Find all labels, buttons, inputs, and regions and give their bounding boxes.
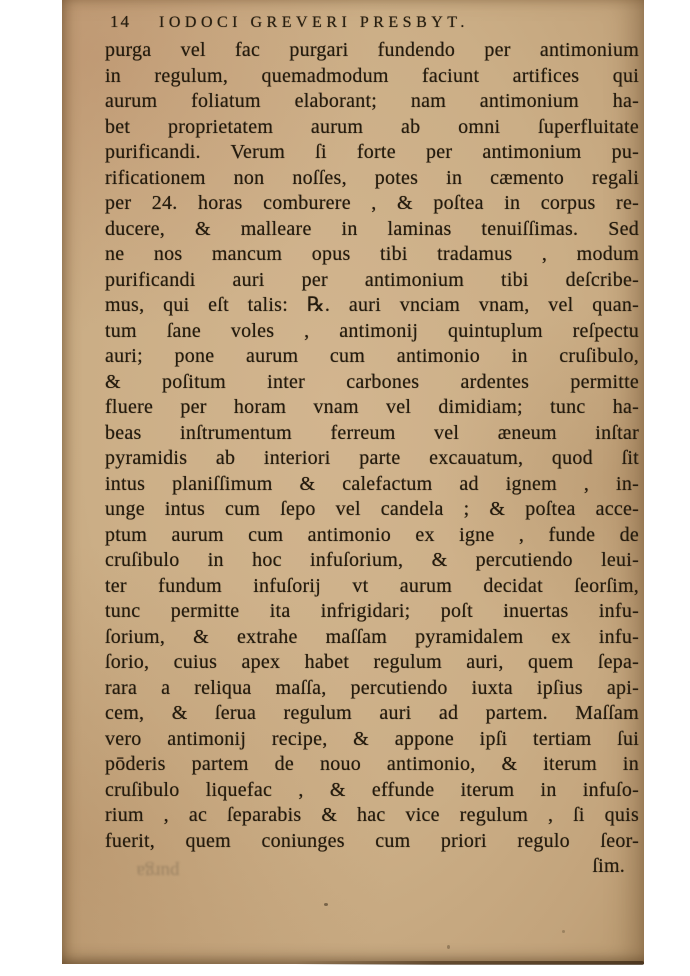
text-line: bet proprietatem aurum ab omni ſuperfluitate <box>105 115 639 138</box>
text-line: pyramidis ab interiori parte excauatum, quod ſit <box>105 447 639 469</box>
text-line: mus, qui eſt talis: ℞. auri vnciam vnam, vel quan- <box>105 294 639 316</box>
text-line: aurum foliatum elaborant; nam antimonium ha- <box>105 90 639 112</box>
ink-speck <box>182 585 185 588</box>
ink-speck <box>447 945 450 949</box>
running-head <box>108 12 608 32</box>
text-line-catchline: ſim. <box>592 855 625 877</box>
text-line: cem, & ſerua regulum auri ad partem. Maſſam <box>105 702 639 724</box>
text-line: beas inſtrumentum ferreum vel æneum inſtar <box>105 421 639 444</box>
text-line: tum ſane voles , antimonij quintuplum reſpectu <box>105 319 639 342</box>
text-line: fuerit, quem coniunges cum priori regulo ſeor- <box>105 829 639 852</box>
text-line: ſorium, & extrahe maſſam pyramidalem ex infu- <box>105 625 639 648</box>
text-line: per 24. horas comburere , & poſtea in corpus re- <box>105 192 639 214</box>
text-line: ptum aurum cum antimonio ex igne , funde de <box>105 523 639 546</box>
body-text <box>105 38 639 880</box>
text-line: pōderis partem de nouo antimonio, & iterum in <box>105 753 639 775</box>
text-line: purga vel fac purgari fundendo per antimonium <box>105 39 639 61</box>
text-line: intus planiſſimum & calefactum ad ignem , in- <box>105 472 639 495</box>
text-line: cruſibulo liquefac , & effunde iterum in infuſo- <box>105 778 639 801</box>
text-line: ſorio, cuius apex habet regulum auri, quem ſepa- <box>105 651 639 673</box>
bleed-through-text: purga <box>136 861 180 882</box>
text-line: & poſitum inter carbones ardentes permitte <box>105 370 639 393</box>
text-line: unge intus cum ſepo vel candela ; & poſtea acce- <box>105 498 639 520</box>
ink-speck <box>324 903 328 906</box>
text-line: fluere per horam vnam vel dimidiam; tunc ha- <box>105 396 639 418</box>
book-page <box>62 0 644 964</box>
running-title: IODOCI GREVERI PRESBYT. <box>159 14 469 31</box>
text-line: rara a reliqua maſſa, percutiendo iuxta ipſius api- <box>105 676 639 699</box>
text-line: cruſibulo in hoc infuſorium, & percutiendo leui- <box>105 549 639 571</box>
ink-speck <box>562 930 565 933</box>
text-line: purificandi. Verum ſi forte per antimonium pu- <box>105 141 639 163</box>
text-line: vero antimonij recipe, & appone ipſi tertiam ſui <box>105 727 639 750</box>
text-line: auri; pone aurum cum antimonio in cruſibulo, <box>105 345 639 367</box>
text-line: in regulum, quemadmodum faciunt artifices qui <box>105 64 639 87</box>
text-line: rium , ac ſeparabis & hac vice regulum , ſi quis <box>105 804 639 826</box>
ink-speck <box>122 300 127 304</box>
page-number: 14 <box>110 12 131 31</box>
text-line: ne nos mancum opus tibi tradamus , modum <box>105 243 639 265</box>
text-line: purificandi auri per antimonium tibi deſcribe- <box>105 268 639 291</box>
text-line: tunc permitte ita infrigidari; poſt inuertas infu- <box>105 600 639 622</box>
text-line: ter fundum infuſorij vt aurum decidat ſeorſim, <box>105 574 639 597</box>
text-line: rificationem non noſſes, potes in cæmento regali <box>105 166 639 189</box>
text-line: ducere, & malleare in laminas tenuiſſimas. Sed <box>105 217 639 240</box>
